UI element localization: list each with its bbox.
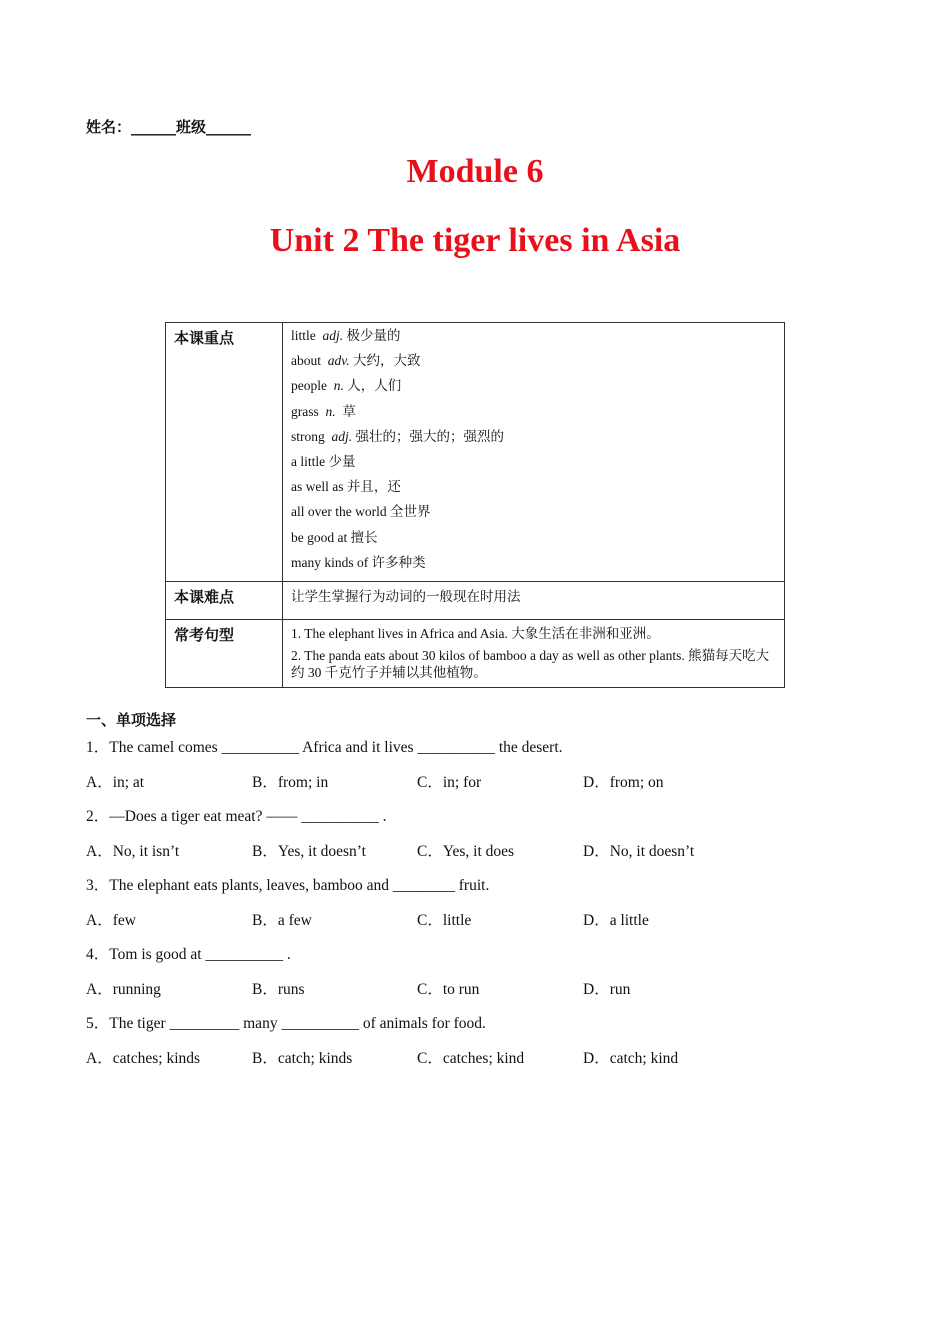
difficulty-label: 本课难点 bbox=[166, 581, 283, 619]
option-b: B．runs bbox=[252, 981, 305, 998]
option-c: C．to run bbox=[417, 981, 480, 998]
question-stem: 5．The tiger _________ many __________ of animals for food. bbox=[86, 1015, 486, 1032]
patterns-list bbox=[283, 619, 785, 687]
question-stem: 1．The camel comes __________ Africa and it lives __________ the desert. bbox=[86, 739, 563, 756]
option-a: A．in; at bbox=[86, 774, 145, 791]
vocab-list bbox=[283, 323, 785, 582]
vocab-item: little adj. 极少量的 bbox=[291, 328, 401, 343]
patterns-label: 常考句型 bbox=[166, 619, 283, 687]
question-stem: 2．—Does a tiger eat meat? —— __________ . bbox=[86, 808, 387, 825]
vocab-item: grass n. 草 bbox=[291, 403, 356, 419]
vocab-item: be good at 擅长 bbox=[291, 529, 378, 545]
vocab-item: as well as 并且，还 bbox=[291, 479, 401, 495]
option-b: B．from; in bbox=[252, 774, 329, 791]
option-a: A．few bbox=[86, 912, 136, 929]
option-b: B．Yes, it doesn’t bbox=[252, 843, 366, 860]
difficulty-row bbox=[166, 581, 785, 619]
option-d: D．run bbox=[583, 981, 631, 998]
option-c: C．in; for bbox=[417, 774, 482, 791]
section-title: 一、单项选择 bbox=[86, 711, 177, 729]
option-a: A．catches; kinds bbox=[86, 1050, 201, 1067]
vocab-item: all over the world 全世界 bbox=[291, 504, 431, 520]
difficulty-text: 让学生掌握行为动词的一般现在时用法 bbox=[283, 581, 785, 619]
question-stem: 4．Tom is good at __________ . bbox=[86, 946, 291, 963]
focus-row bbox=[166, 323, 785, 582]
option-c: C．little bbox=[417, 912, 472, 929]
vocab-item: a little 少量 bbox=[291, 453, 356, 469]
vocab-item: people n. 人，人们 bbox=[291, 378, 402, 394]
option-d: D．a little bbox=[583, 912, 649, 929]
option-d: D．catch; kind bbox=[583, 1050, 679, 1067]
option-c: C．catches; kind bbox=[417, 1050, 525, 1067]
question-stem: 3．The elephant eats plants, leaves, bamboo and ________ fruit. bbox=[86, 877, 490, 894]
focus-label: 本课重点 bbox=[166, 323, 283, 582]
pattern-item: 2. The panda eats about 30 kilos of bamboo a day as well as other plants. 熊猫每天吃大约 30 千克竹子并辅以其他植物。 bbox=[291, 647, 770, 680]
patterns-row bbox=[166, 619, 785, 687]
option-b: B．catch; kinds bbox=[252, 1050, 353, 1067]
unit-title: Unit 2 The tiger lives in Asia bbox=[269, 222, 681, 259]
option-d: D．from; on bbox=[583, 774, 664, 791]
pattern-item: 1. The elephant lives in Africa and Asia. 大象生活在非洲和亚洲。 bbox=[291, 625, 660, 641]
option-a: A．running bbox=[86, 981, 161, 998]
key-points-table bbox=[165, 322, 785, 688]
option-a: A．No, it isn’t bbox=[86, 843, 180, 860]
option-d: D．No, it doesn’t bbox=[583, 843, 695, 860]
module-title: Module 6 bbox=[406, 153, 544, 190]
vocab-item: many kinds of 许多种类 bbox=[291, 554, 426, 570]
option-b: B．a few bbox=[252, 912, 312, 929]
name-class-line: 姓名：______班级______ bbox=[86, 118, 252, 136]
vocab-item: strong adj. 强壮的；强大的；强烈的 bbox=[291, 428, 505, 444]
option-c: C．Yes, it does bbox=[417, 843, 515, 860]
vocab-item: about adv. 大约，大致 bbox=[291, 353, 421, 369]
